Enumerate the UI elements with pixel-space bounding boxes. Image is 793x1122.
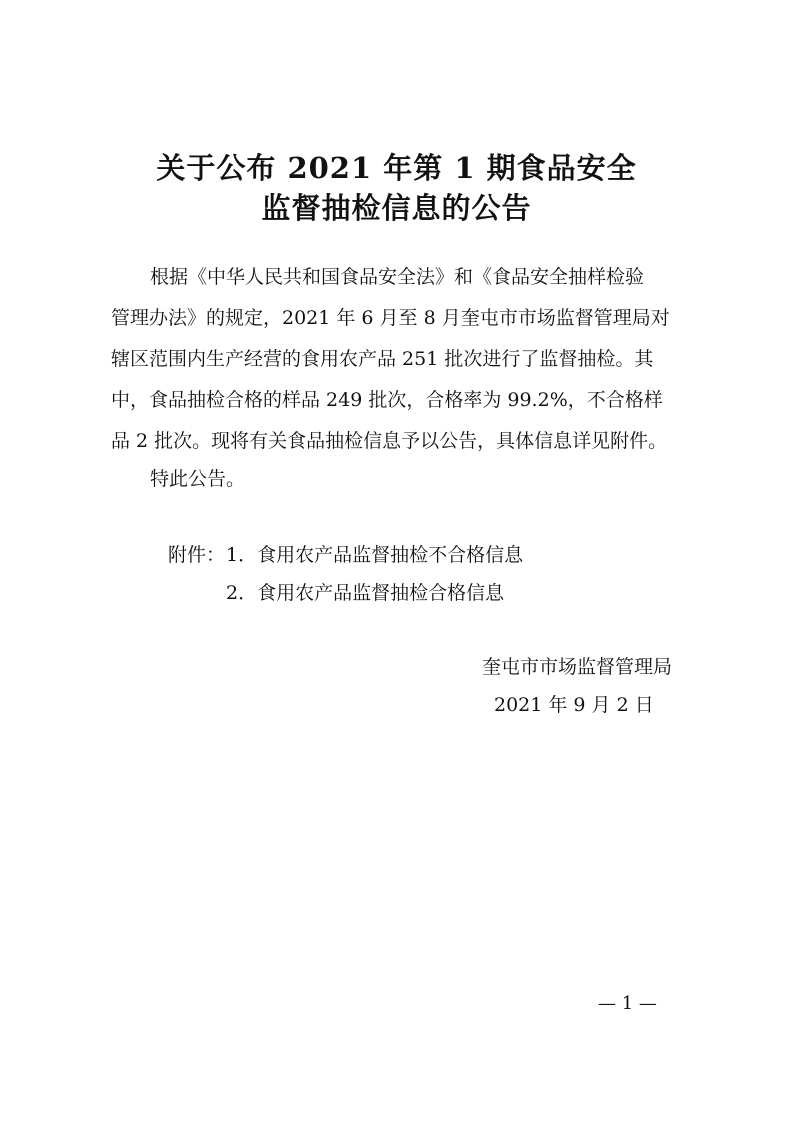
signature-date: 2021 年 9 月 2 日	[494, 694, 654, 716]
document-title-line-2: 监督抽检信息的公告	[261, 191, 532, 225]
body-paragraph-line-3: 辖区范围内生产经营的食用农产品 251 批次进行了监督抽检。其	[111, 348, 654, 370]
attachment-item-1: 1．食用农产品监督抽检不合格信息	[226, 544, 524, 566]
page-number: — 1 —	[598, 993, 657, 1014]
body-paragraph-line-2: 管理办法》的规定，2021 年 6 月至 8 月奎屯市市场监督管理局对	[111, 307, 670, 329]
closing-remark: 特此公告。	[150, 468, 246, 490]
body-paragraph-line-1: 根据《中华人民共和国食品安全法》和《食品安全抽样检验	[150, 266, 645, 288]
attachment-item-2: 2．食用农产品监督抽检合格信息	[226, 582, 505, 604]
body-paragraph-line-5: 品 2 批次。现将有关食品抽检信息予以公告，具体信息详见附件。	[111, 430, 668, 452]
document-title-line-1: 关于公布 2021 年第 1 期食品安全	[156, 151, 637, 185]
body-paragraph-line-4: 中，食品抽检合格的样品 249 批次，合格率为 99.2%，不合格样	[111, 389, 663, 411]
signature-organization: 奎屯市市场监督管理局	[482, 656, 673, 678]
attachments-label: 附件：	[168, 544, 226, 566]
